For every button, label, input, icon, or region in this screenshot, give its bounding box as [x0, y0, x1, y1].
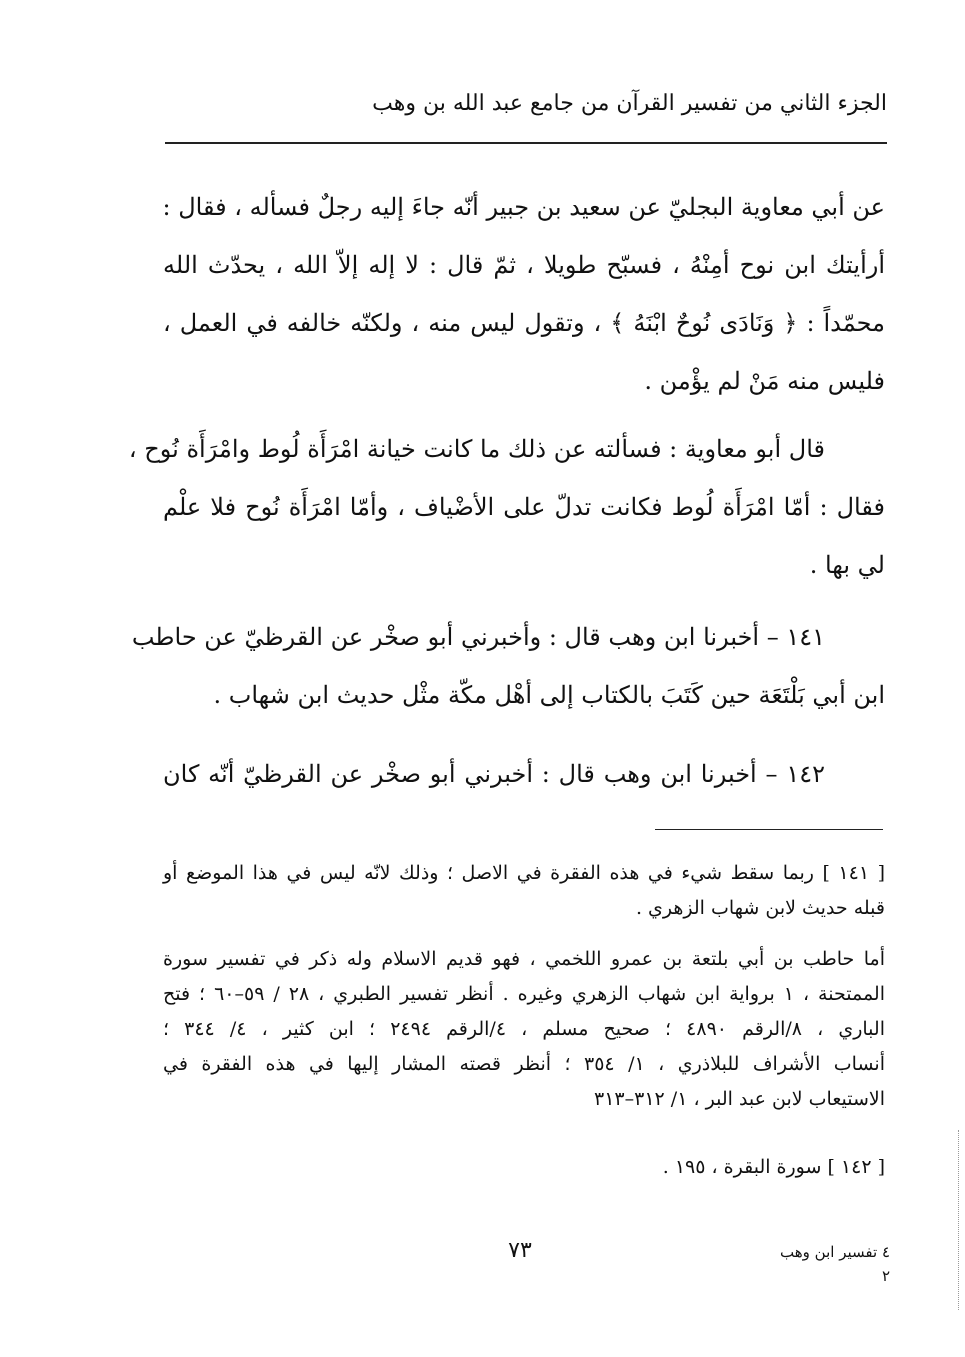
- footnote-rule: [655, 829, 883, 830]
- footnote-142: [163, 1150, 885, 1185]
- body-paragraph-1: [163, 178, 885, 410]
- text-line: فليس منه مَنْ لم يؤْمن .: [644, 367, 885, 395]
- text-line: فقال : أمّا امْرَأَة لُوط فكانت تدلّ على الأضْياف ، وأمّا امْرَأَة نُوح فلا علْم: [163, 493, 885, 521]
- footnote-line: قبله حديث لابن شهاب الزهري .: [635, 897, 885, 919]
- footnote-line: أما حاطب بن أبي بلتعة بن عمرو اللخمي ، فهو قديم الاسلام وله ذكر في تفسير سورة: [163, 948, 885, 970]
- footnote-141-continued: [163, 942, 885, 1117]
- text-line: محمّداً : ﴿ وَنَادَى نُوحٌ ابْنَهُ ﴾ ، وتقول ليس منه ، ولكنّه خالفه في العمل ،: [163, 309, 885, 337]
- scan-edge-mark: [958, 1130, 962, 1310]
- footnote-line: الممتحنة ، ١ برواية ابن شهاب الزهري وغيره . أنظر تفسير الطبري ، ٢٨ / ٥٩–٦٠ ؛ فتح: [163, 983, 885, 1005]
- footnote-line: [ ١٤١ ] ربما سقط شيء في هذه الفقرة في الاصل ؛ وذلك لانّه ليس في هذا الموضع أو: [163, 862, 885, 884]
- text-line: عن أبي معاوية البجليّ عن سعيد بن جبير أنّه جاءَ إليه رجلٌ فسأله ، فقال :: [162, 193, 885, 221]
- header-rule: [165, 142, 887, 144]
- text-line: لي بها .: [809, 551, 885, 579]
- footnote-line: الاستيعاب لابن عبد البر ، ١/ ٣١٢–٣١٣: [593, 1088, 885, 1110]
- text-line: قال أبو معاوية : فسألته عن ذلك ما كانت خيانة امْرَأَة لُوط وامْرَأَة نُوح ،: [128, 435, 825, 463]
- body-paragraph-2: [128, 420, 885, 594]
- footnote-141: [163, 856, 885, 926]
- text-line: ابن أبي بَلْتَعَة حين كَتَبَ بالكتاب إلى أهْل مكّة مثْل حديث ابن شهاب .: [213, 681, 885, 709]
- page-number: ٧٣: [508, 1238, 532, 1263]
- printer-signature: ٤ تفسير ابن وهب ٢: [780, 1243, 890, 1285]
- body-paragraph-3: [131, 608, 885, 724]
- text-line: ١٤٢ – أخبرنا ابن وهب قال : أخبرني أبو صخْر عن القرظيّ أنّه كان: [163, 760, 825, 788]
- text-line: أرأيتك ابن نوح أمِنْهُ ، فسبّح طويلا ، ثمّ قال : لا إله إلاّ الله ، يحدّث الله: [163, 251, 885, 279]
- footnote-line: أنساب الأشراف للبلاذري ، ١/ ٣٥٤ ؛ أنظر قصته المشار إليها في هذه الفقرة في: [163, 1053, 885, 1075]
- text-line: ١٤١ – أخبرنا ابن وهب قال : وأخبرني أبو صخْر عن القرظيّ عن حاطب: [131, 623, 825, 651]
- running-title: الجزء الثاني من تفسير القرآن من جامع عبد الله بن وهب: [372, 91, 887, 116]
- body-paragraph-4: [163, 745, 885, 803]
- footnote-line: [ ١٤٢ ] سورة البقرة ، ١٩٥ .: [662, 1156, 885, 1178]
- footnote-line: الباري ، ٨/الرقم ٤٨٩٠ ؛ صحيح مسلم ، ٤/الرقم ٢٤٩٤ ؛ ابن كثير ، ٤/ ٣٤٤ ؛: [163, 1018, 885, 1040]
